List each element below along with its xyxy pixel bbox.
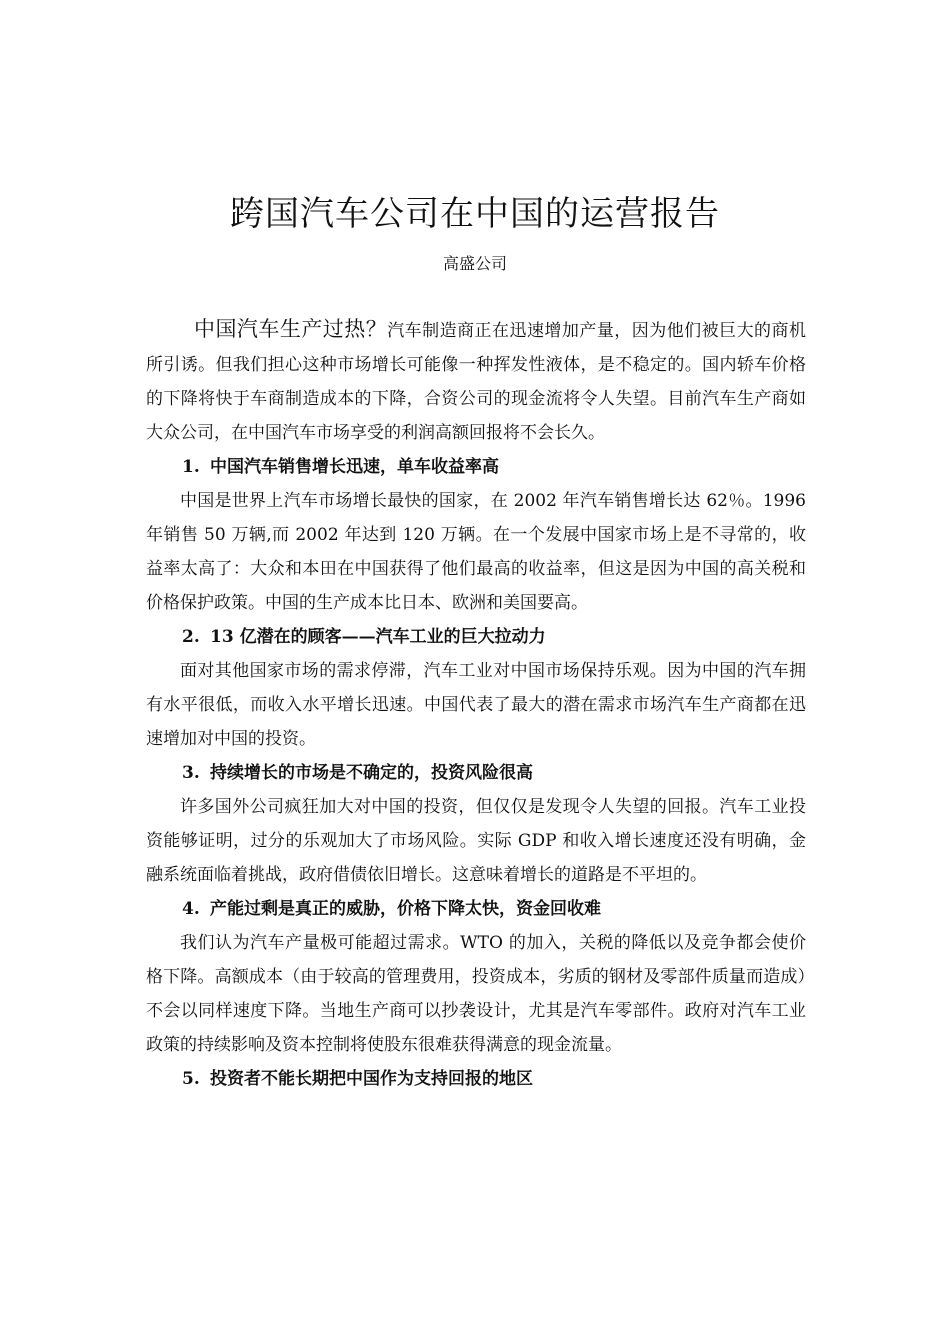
section-1-title: 中国汽车销售增长迅速，单车收益率高	[210, 457, 499, 477]
section-5-number: 5.	[182, 1069, 200, 1089]
section-4-text: 我们认为汽车产量极可能超过需求。WTO 的加入，关税的降低以及竞争都会使价格下降。高额成本（由于较高的管理费用，投资成本，劣质的钢材及零部件质量而造成）不会以同样速度下降。当地生产商可以抄袭设计，尤其是汽车零部件。政府对汽车工业政策的持续影响及资本控制将使股东很难获得满意的现金流量。	[146, 933, 806, 1055]
section-2-text: 面对其他国家市场的需求停滞，汽车工业对中国市场保持乐观。因为中国的汽车拥有水平很低，而收入水平增长迅速。中国代表了最大的潜在需求市场汽车生产商都在迅速增加对中国的投资。	[146, 661, 806, 749]
section-1-text: 中国是世界上汽车市场增长最快的国家，在 2002 年汽车销售增长达 62％。1996 年销售 50 万辆,而 2002 年达到 120 万辆。在一个发展中国家市场上是不寻常的，收益率太高了：大众和本田在中国获得了他们最高的收益率，但这是因为中国的高关税和价格保护政策。中国的生产成本比日本、欧洲和美国要高。	[146, 491, 806, 613]
section-2-number: 2.	[182, 627, 200, 647]
section-2-title: 13 亿潜在的顾客——汽车工业的巨大拉动力	[210, 627, 546, 647]
section-4-heading	[146, 892, 806, 926]
document-author: 高盛公司	[442, 254, 507, 273]
section-1-heading	[146, 450, 806, 484]
section-4-title: 产能过剩是真正的威胁，价格下降太快，资金回收难	[210, 899, 601, 919]
document-body	[146, 312, 806, 1096]
section-1-number: 1.	[182, 457, 200, 477]
section-5-title: 投资者不能长期把中国作为支持回报的地区	[210, 1069, 533, 1089]
intro-lead: 中国汽车生产过热？	[194, 317, 388, 341]
section-2-heading	[146, 620, 806, 654]
section-4-number: 4.	[182, 899, 200, 919]
section-3-text: 许多国外公司疯狂加大对中国的投资，但仅仅是发现令人失望的回报。汽车工业投资能够证明，过分的乐观加大了市场风险。实际 GDP 和收入增长速度还没有明确，金融系统面临着挑战，政府借债依旧增长。这意味着增长的道路是不平坦的。	[146, 797, 806, 885]
section-3-number: 3.	[182, 763, 200, 783]
section-3-title: 持续增长的市场是不确定的，投资风险很高	[210, 763, 533, 783]
document-title: 跨国汽车公司在中国的运营报告	[230, 194, 720, 234]
intro-text: 汽车制造商正在迅速增加产量，因为他们被巨大的商机所引诱。但我们担心这种市场增长可能像一种挥发性液体，是不稳定的。国内轿车价格的下降将快于车商制造成本的下降，合资公司的现金流将令人失望。目前汽车生产商如大众公司，在中国汽车市场享受的利润高额回报将不会长久。	[146, 321, 806, 443]
section-5-heading	[146, 1062, 806, 1096]
section-3-heading	[146, 756, 806, 790]
intro-paragraph	[146, 312, 806, 450]
